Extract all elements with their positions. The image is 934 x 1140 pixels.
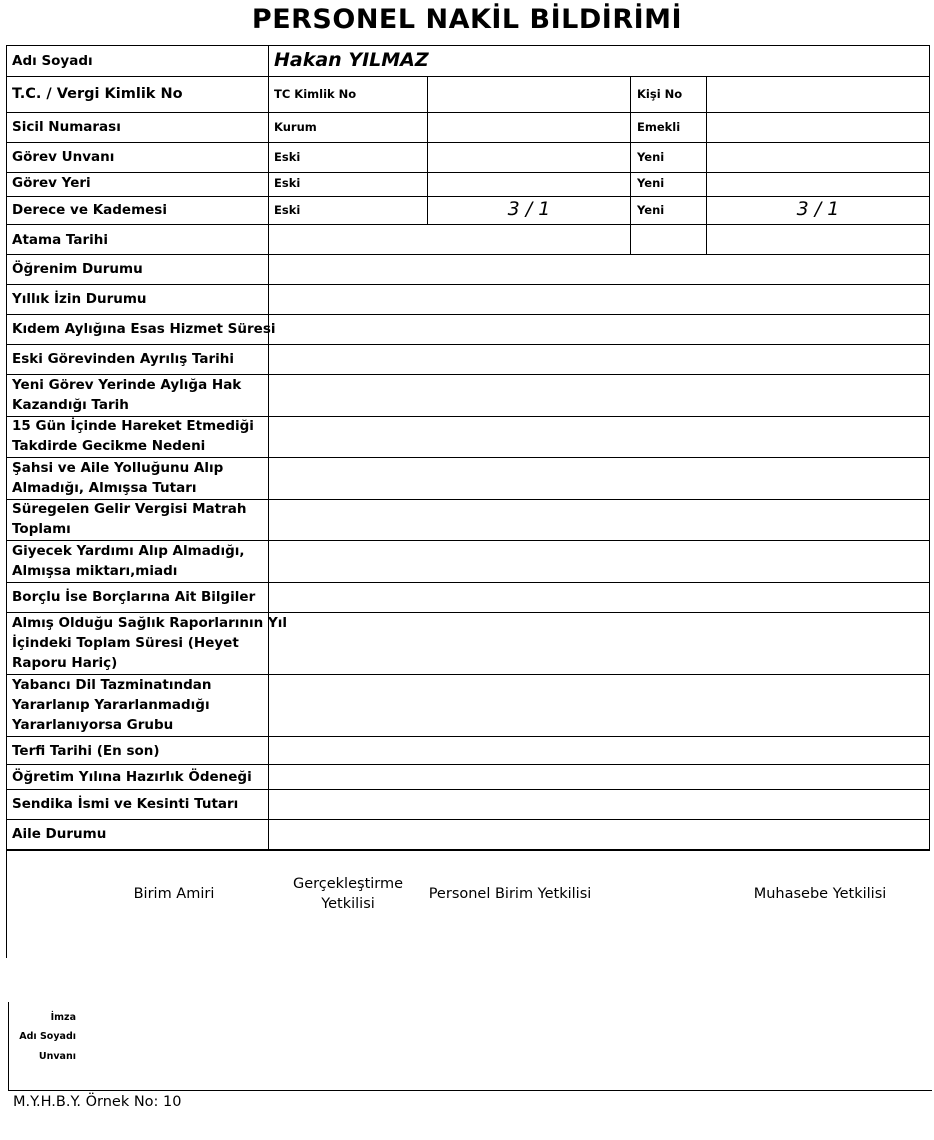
- row-label: Terfi Tarihi (En son): [12, 743, 160, 759]
- row-label: Yıllık İzin Durumu: [12, 291, 147, 307]
- signature-box-bottom: [8, 1090, 932, 1091]
- name-label: Adı Soyadı: [12, 53, 93, 69]
- row-label: Borçlu İse Borçlarına Ait Bilgiler: [12, 589, 256, 605]
- row-label: Süregelen Gelir Vergisi Matrah Toplamı: [12, 501, 247, 537]
- row-label: Öğretim Yılına Hazırlık Ödeneği: [12, 769, 252, 785]
- row-label: Giyecek Yardımı Alıp Almadığı, Almışsa miktarı,miadı: [12, 543, 245, 579]
- row-label: Şahsi ve Aile Yolluğunu Alıp Almadığı, Almışsa Tutarı: [12, 460, 224, 496]
- muhasebe-label: Muhasebe Yetkilisi: [753, 886, 887, 902]
- grid-line: [6, 849, 930, 851]
- derece-label: Derece ve Kademesi: [12, 202, 167, 218]
- derece-eski-label: Eski: [274, 203, 301, 217]
- grid-line: [706, 76, 707, 254]
- birim-amiri-label: Birim Amiri: [133, 886, 215, 902]
- gorev-yeri-label: Görev Yeri: [12, 175, 91, 191]
- grid-line: [6, 196, 930, 197]
- gorev-unvani-yeni-label: Yeni: [637, 150, 665, 164]
- derece-yeni-label: Yeni: [637, 203, 665, 217]
- grid-line: [630, 76, 631, 254]
- grid-line: [6, 76, 930, 77]
- emekli-label: Emekli: [637, 120, 681, 134]
- derece-eski-value: 3 / 1: [507, 198, 551, 220]
- grid-line: [6, 254, 930, 255]
- row-label: Eski Görevinden Ayrılış Tarihi: [12, 351, 235, 367]
- grid-line: [268, 45, 269, 850]
- grid-line: [6, 45, 930, 46]
- tc-kimlik-label: TC Kimlik No: [274, 87, 357, 101]
- gorev-yeri-yeni-label: Yeni: [637, 176, 665, 190]
- adi-soyadi-label: Adı Soyadı: [19, 1031, 76, 1042]
- grid-line: [6, 582, 930, 583]
- grid-line: [6, 142, 930, 143]
- row-label: Yeni Görev Yerinde Aylığa Hak Kazandığı Tarih: [12, 377, 242, 413]
- signature-left-border: [6, 850, 7, 958]
- gorev-unvani-label: Görev Unvanı: [12, 149, 115, 165]
- row-label: Öğrenim Durumu: [12, 261, 143, 277]
- name-value: Hakan YILMAZ: [274, 49, 429, 71]
- grid-line: [6, 112, 930, 113]
- row-label: Almış Olduğu Sağlık Raporlarının Yıl İçindeki Toplam Süresi (Heyet Raporu Hariç): [12, 615, 287, 671]
- derece-yeni-value: 3 / 1: [796, 198, 840, 220]
- grid-line: [6, 314, 930, 315]
- grid-line: [6, 224, 930, 225]
- row-label: Kıdem Aylığına Esas Hizmet Süresi: [12, 321, 276, 337]
- grid-line: [6, 172, 930, 173]
- kurum-label: Kurum: [274, 120, 317, 134]
- row-label: Yabancı Dil Tazminatından Yararlanıp Yararlanmadığı Yararlanıyorsa Grubu: [12, 677, 212, 733]
- grid-line: [6, 344, 930, 345]
- row-label: Aile Durumu: [12, 826, 107, 842]
- grid-line: [6, 764, 930, 765]
- grid-line: [6, 789, 930, 790]
- grid-line: [929, 45, 930, 850]
- grid-line: [6, 284, 930, 285]
- gorev-unvani-eski-label: Eski: [274, 150, 301, 164]
- row-label: Sendika İsmi ve Kesinti Tutarı: [12, 796, 239, 812]
- gerceklestirme-label: Gerçekleştirme Yetkilisi: [292, 876, 404, 912]
- form-table: [6, 45, 930, 850]
- row-label: Atama Tarihi: [12, 232, 108, 248]
- gorev-yeri-eski-label: Eski: [274, 176, 301, 190]
- form-number: M.Y.H.B.Y. Örnek No: 10: [13, 1094, 182, 1110]
- sicil-label: Sicil Numarası: [12, 119, 121, 135]
- grid-line: [6, 819, 930, 820]
- personel-birim-label: Personel Birim Yetkilisi: [428, 886, 592, 902]
- row-label: 15 Gün İçinde Hareket Etmediği Takdirde Gecikme Nedeni: [12, 418, 254, 454]
- page-title: PERSONEL NAKİL BİLDİRİMİ: [251, 4, 683, 35]
- imza-label: İmza: [50, 1012, 76, 1023]
- grid-line: [6, 45, 7, 850]
- tc-label: T.C. / Vergi Kimlik No: [12, 86, 183, 102]
- kisi-no-label: Kişi No: [637, 87, 683, 101]
- grid-line: [6, 736, 930, 737]
- unvani-label: Unvanı: [38, 1051, 76, 1062]
